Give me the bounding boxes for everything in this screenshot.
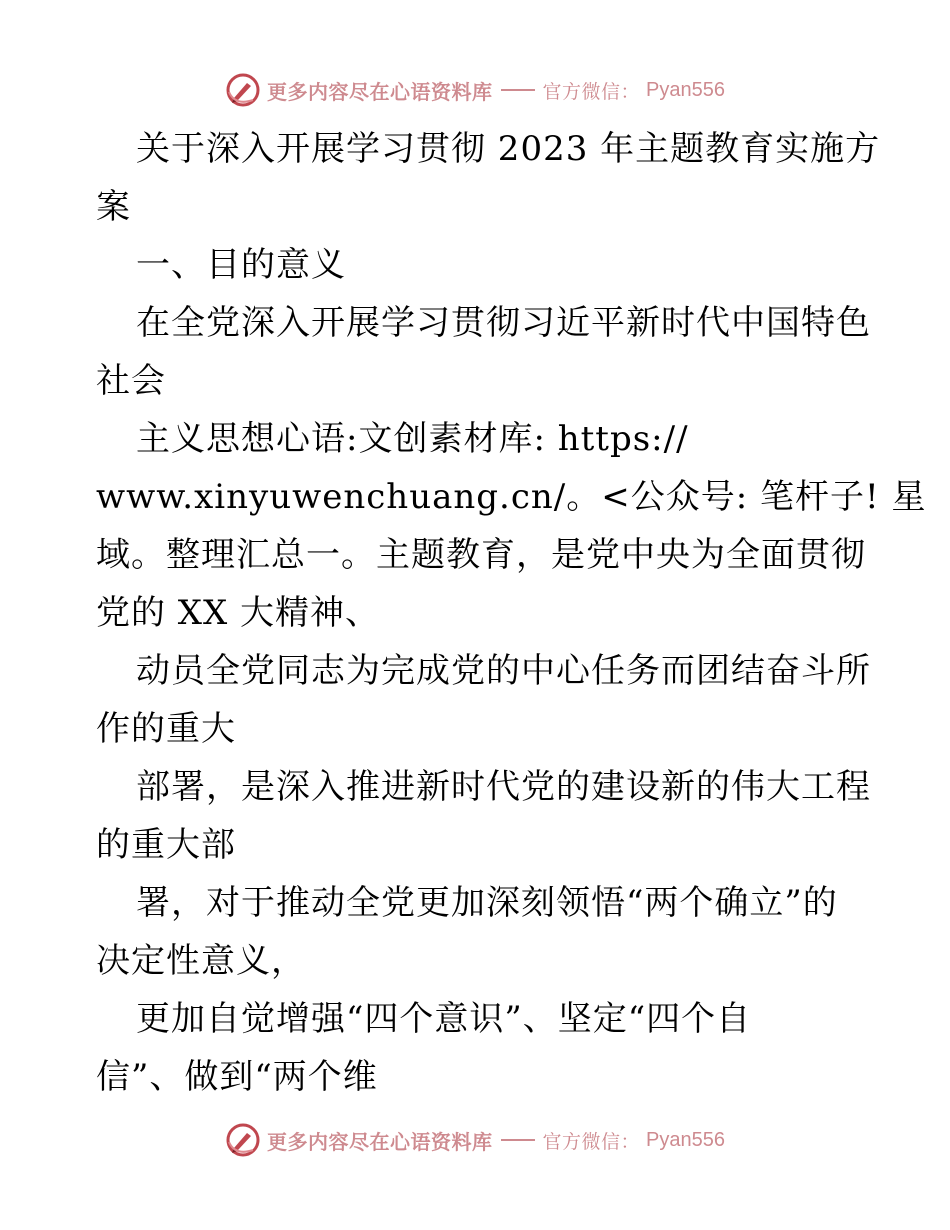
banner-wechat-handle: Pyan556 <box>646 1128 725 1151</box>
document-line: 域。整理汇总一。主题教育，是党中央为全面贯彻 <box>96 535 866 575</box>
document-line: 案 <box>96 187 131 227</box>
banner-wechat-handle: Pyan556 <box>646 78 725 101</box>
document-line: 党的 XX 大精神、 <box>96 593 381 633</box>
banner-main-text: 更多内容尽在心语资料库 <box>267 79 493 104</box>
document-line: 更加自觉增强“四个意识”、坚定“四个自 <box>136 999 752 1039</box>
document-line: 决定性意义， <box>96 941 306 981</box>
banner-dash <box>501 89 535 91</box>
document-line: www.xinyuwenchuang.cn/。<公众号: 笔杆子! 星 <box>96 477 927 517</box>
pen-swirl-logo-icon <box>225 1122 261 1158</box>
pen-swirl-logo-icon <box>225 72 261 108</box>
document-line: 动员全党同志为完成党的中心任务而团结奋斗所 <box>136 651 871 691</box>
document-body <box>96 120 927 1106</box>
document-line: 一、目的意义 <box>136 245 346 285</box>
document-line: 的重大部 <box>96 825 236 865</box>
header-banner <box>0 70 950 110</box>
banner-dash <box>501 1139 535 1141</box>
banner-official-text: 官方微信： <box>542 80 641 103</box>
banner-main-text: 更多内容尽在心语资料库 <box>267 1129 493 1154</box>
document-line: 在全党深入开展学习贯彻习近平新时代中国特色 <box>136 303 871 343</box>
document-line: 社会 <box>96 361 166 401</box>
document-line: 部署，是深入推进新时代党的建设新的伟大工程 <box>136 767 871 807</box>
banner-official-text: 官方微信： <box>542 1130 641 1153</box>
document-line: 主义思想心语:文创素材库: https:// <box>136 419 689 459</box>
document-line: 作的重大 <box>96 709 236 749</box>
footer-banner <box>0 1120 950 1160</box>
document-line: 信”、做到“两个维 <box>96 1057 378 1097</box>
document-line: 署，对于推动全党更加深刻领悟“两个确立”的 <box>136 883 838 923</box>
document-line: 关于深入开展学习贯彻 2023 年主题教育实施方 <box>136 129 881 169</box>
